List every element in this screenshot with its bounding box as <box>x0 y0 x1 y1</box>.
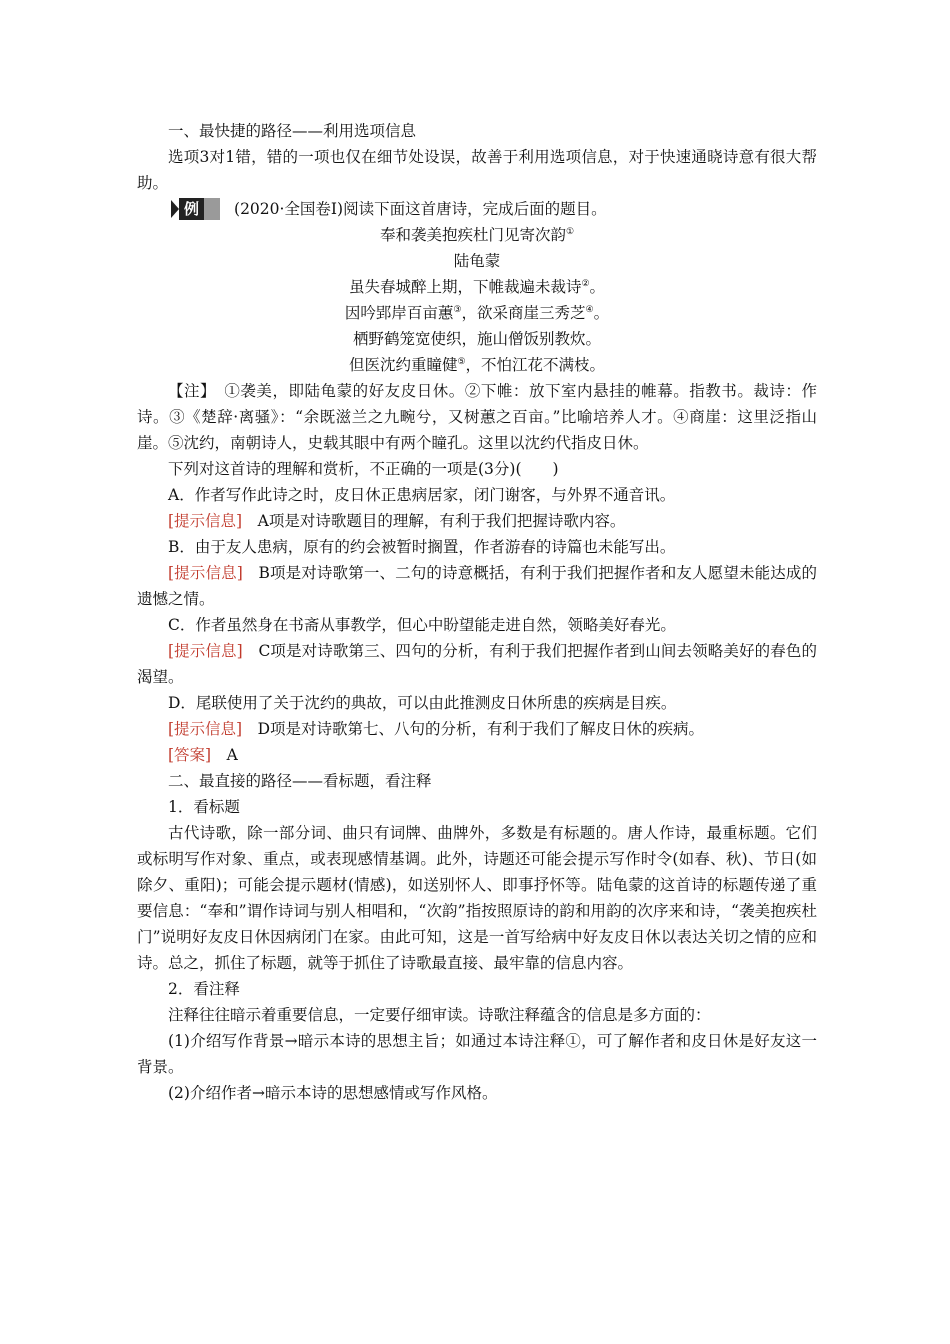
section1-heading: 一、最快捷的路径——利用选项信息 <box>168 122 417 140</box>
hint-a: [提示信息] A项是对诗歌题目的理解，有利于我们把握诗歌内容。 <box>168 512 626 530</box>
document-page <box>137 118 817 1106</box>
question-stem: 下列对这首诗的理解和赏析，不正确的一项是(3分)( ) <box>168 460 559 478</box>
example-intro: (2020·全国卷Ⅰ)阅读下面这首唐诗，完成后面的题目。 <box>234 200 607 218</box>
example-row <box>137 196 817 222</box>
notes-paragraph: 注释往往暗示着重要信息，一定要仔细审读。诗歌注释蕴含的信息是多方面的： <box>168 1006 711 1024</box>
hint-label: [提示信息] <box>168 642 243 660</box>
answer-value: A <box>226 746 238 764</box>
hint-b: [提示信息] B项是对诗歌第一、二句的诗意概括，有利于我们把握作者和友人愿望未能达成的遗憾之情。 <box>137 564 817 608</box>
badge-decoration <box>204 198 220 220</box>
subheading-title: 1．看标题 <box>168 798 240 816</box>
subheading-notes: 2．看注释 <box>168 980 240 998</box>
option-c: C．作者虽然身在书斋从事教学，但心中盼望能走进自然，领略美好春光。 <box>168 616 676 634</box>
poem-line: 虽失春城醉上期，下帷裁遍未裁诗②。 <box>348 278 606 296</box>
hint-label: [提示信息] <box>168 564 243 582</box>
title-paragraph: 古代诗歌，除一部分词、曲只有词牌、曲牌外，多数是有标题的。唐人作诗，最重标题。它们或标明写作对象、重点，或表现感情基调。此外，诗题还可能会提示写作时令(如春、秋)、节日(如除夕、重阳)；可能会提示题材(情感)，如送别怀人、即事抒怀等。陆龟蒙的这首诗的标题传递了重要信息：“奉和”谓作诗词与别人相唱和，“次韵”指按照原诗的韵和用韵的次序来和诗，“袭美抱疾杜门”说明好友皮日休因病闭门在家。由此可知，这是一首写给病中好友皮日休以表达关切之情的应和诗。总之，抓住了标题，就等于抓住了诗歌最直接、最牢靠的信息内容。 <box>137 824 817 972</box>
option-b: B．由于友人患病，原有的约会被暂时搁置，作者游春的诗篇也未能写出。 <box>168 538 676 556</box>
note-text: ①袭美，即陆龟蒙的好友皮日休。②下帷：放下室内悬挂的帷幕。指教书。裁诗：作诗。③《楚辞·离骚》：“余既滋兰之九畹兮，又树蕙之百亩。”比喻培养人才。④商崖：这里泛指山崖。⑤沈约，南朝诗人，史载其眼中有两个瞳孔。这里以沈约代指皮日休。 <box>137 382 817 452</box>
section1-paragraph: 选项3对1错，错的一项也仅在细节处设误，故善于利用选项信息，对于快速通晓诗意有很大帮助。 <box>137 148 817 192</box>
poem-title: 奉和袭美抱疾杜门见寄次韵① <box>379 226 575 244</box>
note-label: 【注】 <box>168 382 209 400</box>
example-badge-label: 例 <box>179 198 204 220</box>
answer-label: [答案] <box>168 746 212 764</box>
notes-item-1: (1)介绍写作背景→暗示本诗的思想主旨；如通过本诗注释①，可了解作者和皮日休是好友这一背景。 <box>137 1032 817 1076</box>
section2-heading: 二、最直接的路径——看标题，看注释 <box>168 772 432 790</box>
poem-author: 陆龟蒙 <box>453 252 501 270</box>
hint-label: [提示信息] <box>168 512 243 530</box>
option-a: A．作者写作此诗之时，皮日休正患病居家，闭门谢客，与外界不通音讯。 <box>168 486 676 504</box>
notes-item-2: (2)介绍作者→暗示本诗的思想感情或写作风格。 <box>168 1084 498 1102</box>
triangle-icon <box>171 200 179 218</box>
hint-d: [提示信息] D项是对诗歌第七、八句的分析，有利于我们了解皮日休的疾病。 <box>168 720 705 738</box>
answer <box>137 742 817 768</box>
poem-line: 但医沈约重瞳健⑤，不怕江花不满枝。 <box>348 356 606 374</box>
hint-c: [提示信息] C项是对诗歌第三、四句的分析，有利于我们把握作者到山间去领略美好的春色的渴望。 <box>137 642 817 686</box>
poem-notes <box>137 378 817 456</box>
poem-line: 栖野鹤笼宽使织，施山僧饭别教炊。 <box>352 330 601 348</box>
example-badge <box>171 198 220 220</box>
hint-label: [提示信息] <box>168 720 243 738</box>
poem-line: 因吟郢岸百亩蕙③，欲采商崖三秀芝④。 <box>344 304 610 322</box>
option-d: D．尾联使用了关于沈约的典故，可以由此推测皮日休所患的疾病是目疾。 <box>168 694 677 712</box>
